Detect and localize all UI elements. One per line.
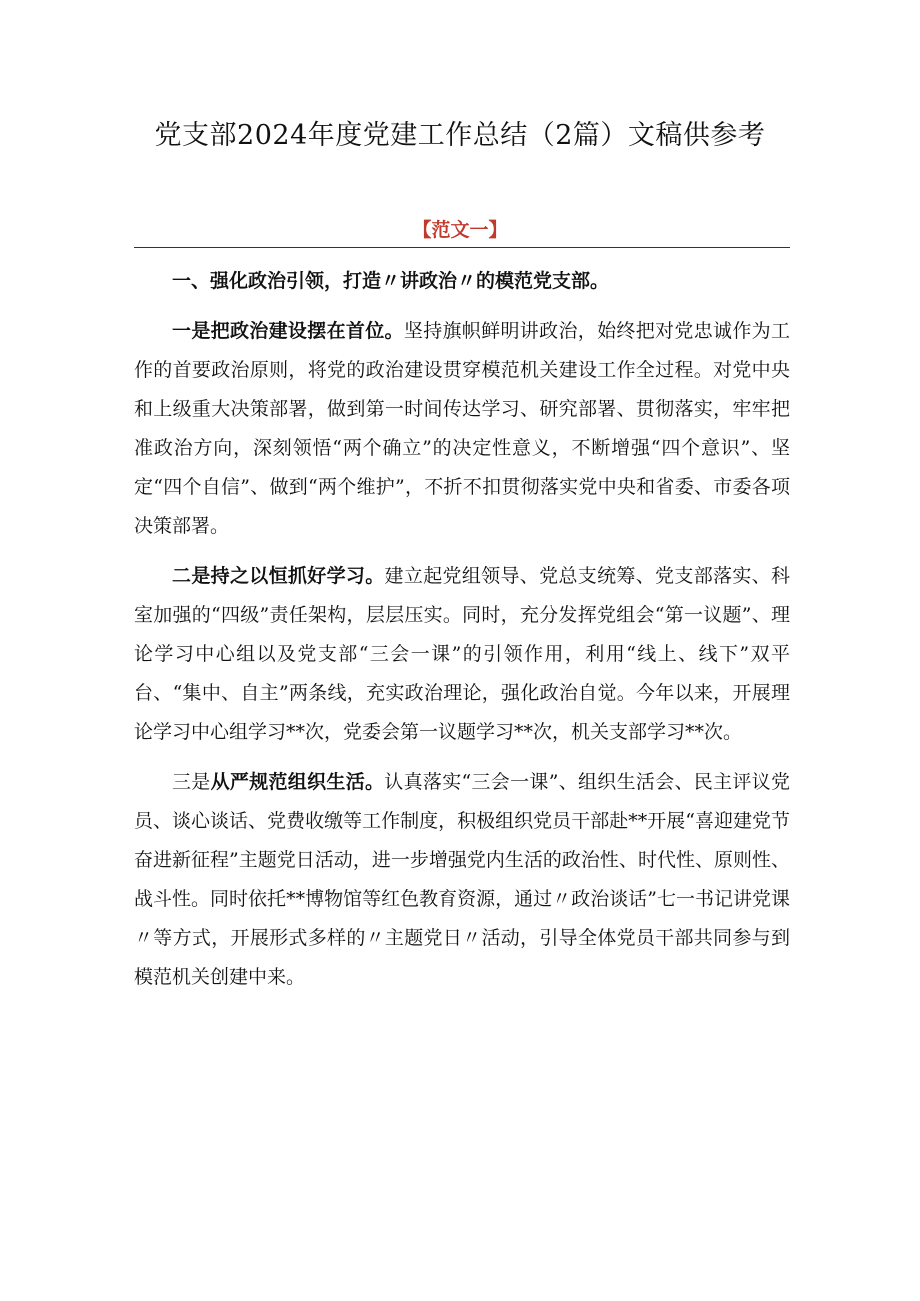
paragraph-3-text: 认真落实“三会一课”、组织生活会、民主评议党员、谈心谈话、党费收缴等工作制度，积极组织党员干部赴**开展“喜迎建党节奋进新征程”主题党日活动，进一步增强党内生活的政治性、时代性、原则性、战斗性。同时依托**博物馆等红色教育资源，通过〃政治谈话”七一书记讲党课〃等方式，开展形式多样的〃主题党日〃活动，引导全体党员干部共同参与到模范机关创建中来。 <box>134 771 790 988</box>
paragraph-2-text: 建立起党组领导、党总支统筹、党支部落实、科室加强的“四级”责任架构，层层压实。同时，充分发挥党组会“第一议题”、理论学习中心组以及党支部“三会一课”的引领作用，利用“线上、线下”双平台、“集中、自主”两条线，充实政治理论，强化政治自觉。今年以来，开展理论学习中心组学习**次，党委会第一议题学习**次，机关支部学习**次。 <box>134 565 790 743</box>
paragraph-1-lead: 一是把政治建设摆在首位。 <box>172 320 404 342</box>
document-title: 党支部2024年度党建工作总结（2篇）文稿供参考 <box>154 120 766 151</box>
paragraph-2 <box>134 557 790 752</box>
heading-1 <box>134 262 790 301</box>
paragraph-1 <box>134 312 790 546</box>
paragraph-3-lead: 从严规范组织生活。 <box>210 771 385 793</box>
paragraph-2-lead: 二是持之以恒抓好学习。 <box>172 565 385 587</box>
heading-1-text: 一、强化政治引领，打造〃讲政治〃的模范党支部。 <box>172 270 610 292</box>
section-divider <box>134 247 790 248</box>
document-body <box>134 262 790 1008</box>
paragraph-3 <box>134 763 790 997</box>
paragraph-1-text: 坚持旗帜鲜明讲政治，始终把对党忠诚作为工作的首要政治原则，将党的政治建设贯穿模范机关建设工作全过程。对党中央和上级重大决策部署，做到第一时间传达学习、研究部署、贯彻落实，牢牢把准政治方向，深刻领悟“两个确立”的决定性意义，不断增强“四个意识”、坚定“四个自信”、做到“两个维护”，不折不扣贯彻落实党中央和省委、市委各项决策部署。 <box>134 320 790 537</box>
section-label: 【范文一】 <box>412 219 508 241</box>
paragraph-3-prefix: 三是 <box>172 771 211 793</box>
